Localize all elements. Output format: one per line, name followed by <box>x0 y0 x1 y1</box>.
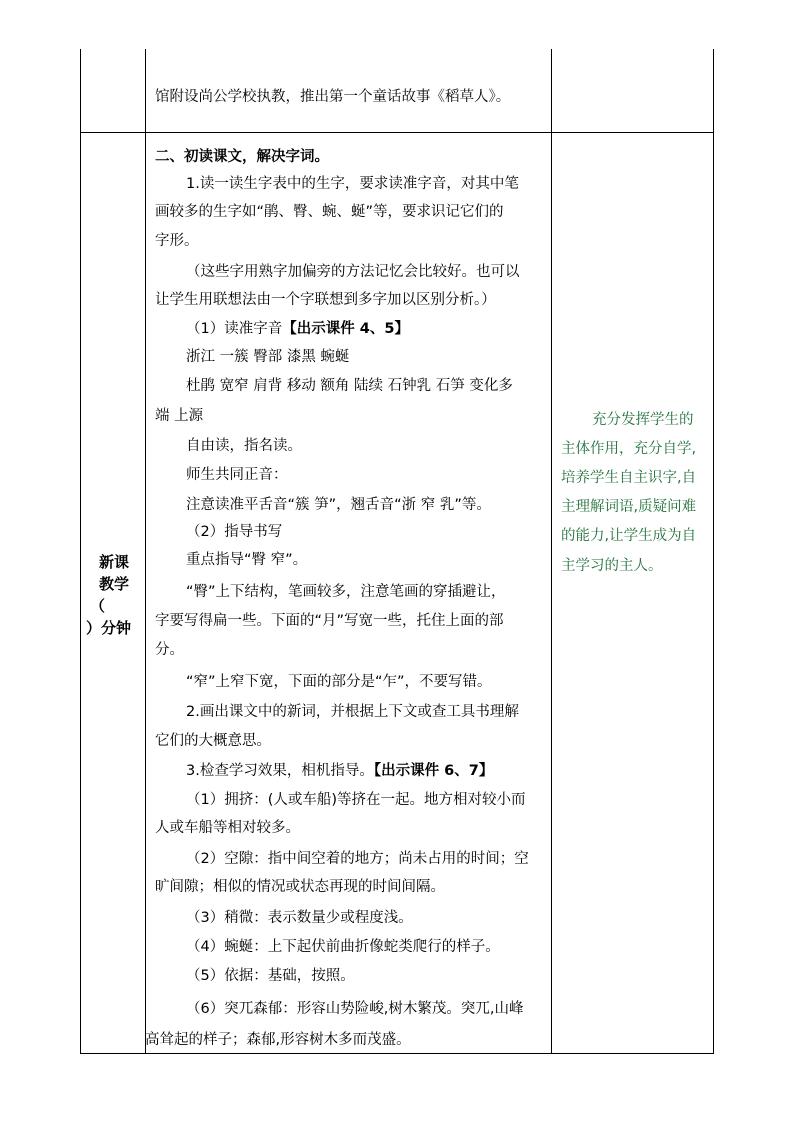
words-line3: 端 上源 <box>155 408 204 424</box>
label-paren-open: （ <box>90 597 106 615</box>
sub2-heading: （2）指导书写 <box>186 524 283 540</box>
bi-line1: “臀”上下结构，笔画较多，注意笔画的穿插避让， <box>186 584 506 600</box>
note-line2: 让学生用联想法由一个字联想到多字加以区别分析。） <box>155 292 496 308</box>
bi-line3: 分。 <box>155 642 184 658</box>
side-note-line4: 主理解词语,质疑问难 <box>561 499 697 515</box>
def6-line1: （6）突兀森郁：形容山势险峻,树木繁茂。突兀,山峰 <box>186 1001 524 1017</box>
table-col-divider-2 <box>551 49 552 1054</box>
side-note-line5: 的能力,让学生成为自 <box>561 528 697 544</box>
bi-line2: 字要写得扁一些。下面的“月”写宽一些，托住上面的部 <box>155 613 504 629</box>
step1-line3: 字形。 <box>155 233 199 249</box>
label-minutes: ）分钟 <box>86 619 132 637</box>
courseware-4-5: 【出示课件 4、5】 <box>282 321 409 337</box>
def2-line2: 旷间隙；相似的情况或状态再现的时间间隔。 <box>155 879 445 895</box>
courseware-6-7: 【出示课件 6、7】 <box>373 763 494 779</box>
side-note-line6: 主学习的主人。 <box>561 558 663 574</box>
step1-line1: 1.读一读生字表中的生字，要求读准字音，对其中笔 <box>186 176 519 192</box>
read-free: 自由读，指名读。 <box>186 438 302 454</box>
sub1-prefix: （1）读准字音 <box>186 321 283 337</box>
def1-line1: （1）拥挤：(人或车船)等挤在一起。地方相对较小而 <box>186 792 526 808</box>
table-bottom-border <box>80 1053 714 1054</box>
label-new-lesson: 新课 <box>99 553 130 571</box>
def3: （3）稍微：表示数量少或程度浅。 <box>186 910 413 926</box>
correct-together: 师生共同正音： <box>186 467 288 483</box>
def1-line2: 人或车船等相对较多。 <box>155 820 300 836</box>
table-col-divider-1 <box>145 49 146 1054</box>
side-note-line2: 主体作用，充分自学, <box>561 441 697 457</box>
step1-line2: 画较多的生字如“鹃、臀、蜿、蜒”等，要求识记它们的 <box>155 204 504 220</box>
section-title: 二、初读课文，解决字词。 <box>155 149 329 165</box>
side-note-line3: 培养学生自主识字,自 <box>561 470 697 486</box>
note-line1: （这些字用熟字加偏旁的方法记忆会比较好。也可以 <box>186 264 520 280</box>
step3-prefix: 3.检查学习效果，相机指导。 <box>186 763 374 779</box>
words-line1: 浙江 一簇 臀部 漆黑 蜿蜒 <box>186 349 350 365</box>
focus-note: 重点指导“臀 窄”。 <box>186 552 308 568</box>
table-left-border <box>80 49 81 1054</box>
def6-line2: 高耸起的样子；森郁,形容树木多而茂盛。 <box>145 1032 411 1048</box>
def2-line1: （2）空隙：指中间空着的地方；尚未占用的时间；空 <box>186 851 529 867</box>
table-row-divider <box>80 132 714 133</box>
attention-note: 注意读准平舌音“簇 笋”，翘舌音“浙 窄 乳”等。 <box>186 497 491 513</box>
label-teaching: 教学 <box>99 575 130 593</box>
step2-line1: 2.画出课文中的新词，并根据上下文或查工具书理解 <box>186 704 519 720</box>
top-row-text: 馆附设尚公学校执教，推出第一个童话故事《稻草人》。 <box>155 89 511 105</box>
words-line2: 杜鹃 宽窄 肩背 移动 额角 陆续 石钟乳 石笋 变化多 <box>186 378 513 394</box>
zhai-note: “窄”上窄下宽，下面的部分是“乍”，不要写错。 <box>186 674 492 690</box>
step2-line2: 它们的大概意思。 <box>155 733 271 749</box>
def4: （4）蜿蜒：上下起伏前曲折像蛇类爬行的样子。 <box>186 939 500 955</box>
side-note-line1: 充分发挥学生的 <box>592 412 694 428</box>
def5: （5）依据：基础，按照。 <box>186 968 355 984</box>
table-right-border <box>713 49 714 1054</box>
step3-heading <box>186 761 493 781</box>
sub1-heading <box>186 319 409 339</box>
